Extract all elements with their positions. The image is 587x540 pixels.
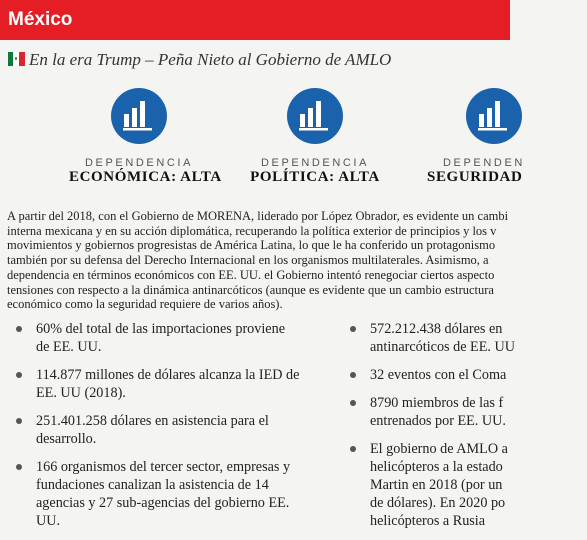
top-header-bar <box>0 0 510 40</box>
bar-chart-icon <box>111 88 167 144</box>
dependency-value: ECONÓMICA: ALTA <box>69 169 222 185</box>
intro-paragraph <box>7 209 567 312</box>
list-item-line: helicópteros a la estado <box>370 459 503 475</box>
subtitle: En la era Trump – Peña Nieto al Gobierno de AMLO <box>29 50 392 69</box>
bar-chart-icon <box>466 88 522 144</box>
bar-chart-icon <box>287 88 343 144</box>
dependency-value: POLÍTICA: ALTA <box>250 169 380 185</box>
list-item-line: fundaciones canalizan la asistencia de 14 <box>36 477 269 493</box>
list-item-line: EE. UU (2018). <box>36 385 126 401</box>
list-item-line: 8790 miembros de las f <box>370 395 504 411</box>
paragraph-line: también por su defensa del Derecho Internacional en los organismos multilaterales. Asimismo, a <box>7 253 489 268</box>
paragraph-line: dependencia en términos económicos con EE. UU. el Gobierno intentó renegociar ciertos aspecto <box>7 267 495 282</box>
paragraph-line: tensiones con respecto a la dinámica antinarcóticos (aunque es evidente que un cambio estructura <box>7 282 494 297</box>
bullet-list-left <box>13 320 318 540</box>
list-item <box>13 412 318 448</box>
dependency-label: DEPENDEN <box>443 157 525 169</box>
list-item-line: 32 eventos con el Coma <box>370 367 507 383</box>
list-item-line: UU. <box>36 513 61 529</box>
dependency-economic <box>69 88 222 186</box>
list-item-line: 166 organismos del tercer sector, empresas y <box>36 459 291 475</box>
list-item-line: El gobierno de AMLO a <box>370 441 508 457</box>
dependency-label: DEPENDENCIA <box>260 157 370 169</box>
list-item <box>13 366 318 402</box>
dependency-value: SEGURIDAD <box>427 169 523 185</box>
paragraph-line: A partir del 2018, con el Gobierno de MORENA, liderado por López Obrador, es evidente un cambi <box>7 209 509 223</box>
page-title: México <box>8 9 73 30</box>
list-item-line: 572.212.438 dólares en <box>370 321 503 337</box>
list-item-line: desarrollo. <box>36 431 97 447</box>
list-item <box>347 394 587 430</box>
list-item <box>347 320 587 356</box>
paragraph-line: económico como la seguridad requiere de varios años). <box>7 297 283 312</box>
list-item-line: 251.401.258 dólares en asistencia para el <box>36 413 269 429</box>
bullet-list-right <box>347 320 587 540</box>
list-item <box>13 458 318 530</box>
list-item-line: entrenados por EE. UU. <box>370 413 506 429</box>
list-item-line: de EE. UU. <box>36 339 102 355</box>
list-item-line: 114.877 millones de dólares alcanza la IED de <box>36 367 300 383</box>
list-item <box>13 320 318 356</box>
list-item-line: 60% del total de las importaciones proviene <box>36 321 285 337</box>
list-item-line: helicópteros a Rusia <box>370 513 486 529</box>
list-item-line: agencias y 27 sub-agencias del gobierno EE. <box>36 495 290 511</box>
list-item-line: antinarcóticos de EE. UU <box>370 339 515 355</box>
list-item-line: de dólares). En 2020 po <box>370 495 506 511</box>
list-item <box>347 366 587 384</box>
dependency-label: DEPENDENCIA <box>84 157 194 169</box>
mexico-flag-icon <box>8 52 25 66</box>
list-item <box>347 440 587 530</box>
list-item-line: Martin en 2018 (por un <box>370 477 503 493</box>
dependency-political <box>245 88 385 186</box>
dependency-security <box>424 88 564 186</box>
paragraph-line: interna mexicana y en su acción diplomática, recuperando la política exterior de principios y los v <box>7 223 497 238</box>
paragraph-line: movimientos y gobiernos progresistas de América Latina, lo que le ha conferido un protagonismo <box>7 238 496 253</box>
